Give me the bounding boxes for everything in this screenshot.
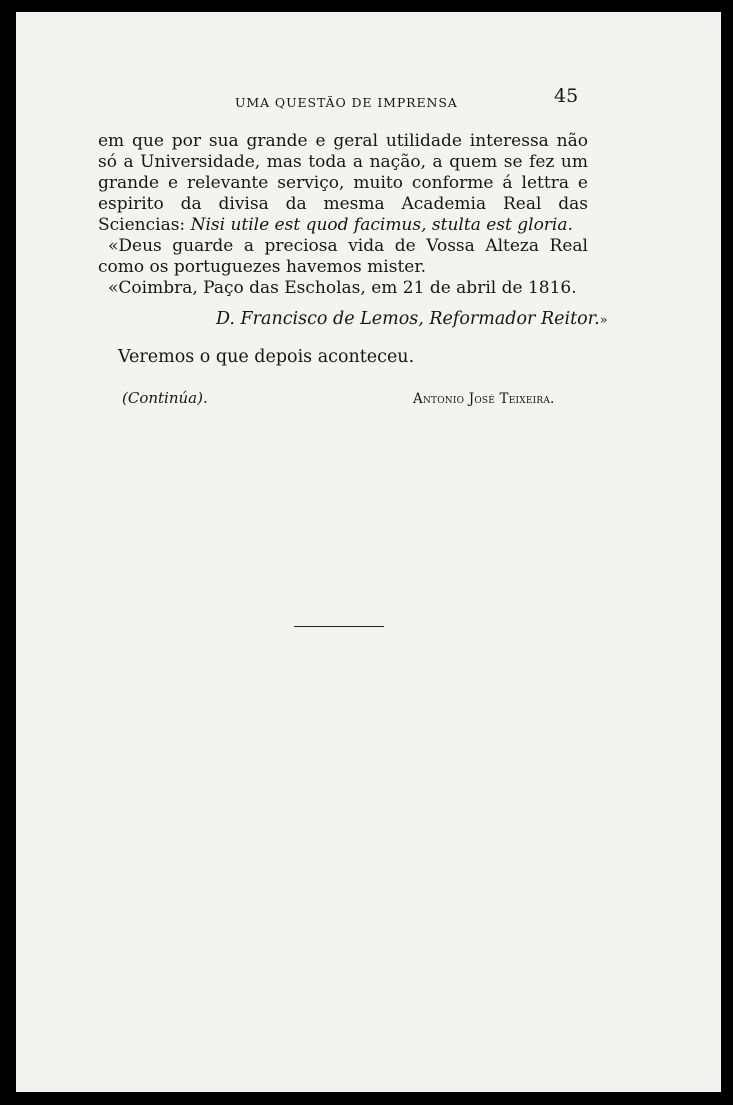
author-name: Antonio José Teixeira. [413, 391, 555, 407]
paragraph-university-text: em que por sua grande e geral utilidade interessa não só a Universidade, mas toda a nação, a quem se fez um grande e relevante serviço, muito conforme á lettra e espirito da divisa da mesma Academia Real das Sciencias: [98, 131, 588, 235]
signatory-name: D. Francisco de Lemos, Reformador Reitor. [216, 309, 600, 329]
latin-motto: Nisi utile est quod facimus, stulta est gloria. [190, 215, 573, 235]
paragraph-university [98, 131, 588, 236]
section-divider [294, 626, 384, 627]
page-number: 45 [554, 85, 579, 107]
closing-sentence: Veremos o que depois aconteceu. [118, 347, 415, 367]
body-text [98, 131, 588, 299]
paragraph-coimbra-date: «Coimbra, Paço das Escholas, em 21 de abril de 1816. [108, 278, 577, 298]
paragraph-deus-guarde: «Deus guarde a preciosa vida de Vossa Alteza Real como os portuguezes havemos mister. [98, 236, 588, 277]
document-page [16, 12, 721, 1092]
continued-note: (Continúa). [122, 389, 208, 407]
running-header: UMA QUESTÃO DE IMPRENSA [235, 95, 458, 110]
signature-line [216, 309, 608, 329]
closing-quote-mark: » [599, 313, 608, 328]
